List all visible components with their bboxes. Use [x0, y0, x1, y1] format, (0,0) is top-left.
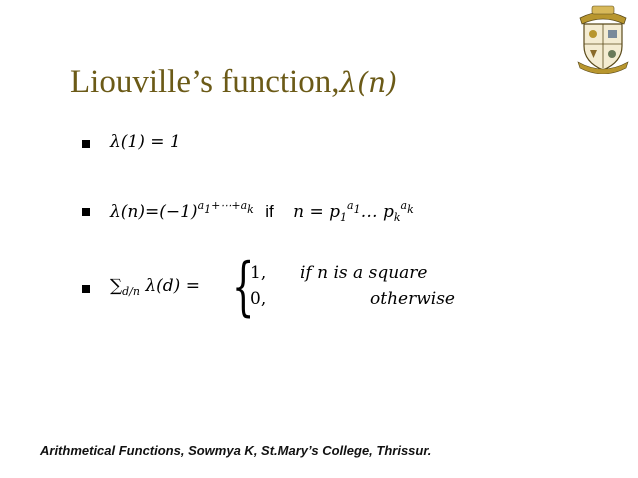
- case-one-condition: if n is a square: [300, 263, 428, 283]
- sum-subscript: d/n: [122, 285, 140, 298]
- bullet-marker-2: [82, 208, 90, 216]
- cases-brace: {: [232, 250, 255, 324]
- lambda-d-equals: λ(d) =: [145, 276, 200, 296]
- title-text: Liouville’s function,: [70, 64, 340, 100]
- bullet-divisor-sum: [110, 276, 200, 298]
- college-crest-logo: [572, 4, 634, 74]
- sum-symbol: ∑: [110, 276, 123, 296]
- case-one-value: 1,: [250, 263, 267, 283]
- bullet-lambda-one: [110, 132, 181, 152]
- slide-title: [70, 64, 397, 101]
- exponent-sum: a1+⋯+ak: [197, 199, 254, 216]
- lambda-n-lhs: λ(n)=(−1): [110, 202, 198, 222]
- case-two-condition: otherwise: [370, 289, 455, 309]
- bullet-marker-1: [82, 140, 90, 148]
- bullet-marker-3: [82, 285, 90, 293]
- if-word: if: [265, 202, 274, 221]
- product-dots: … p: [360, 202, 394, 222]
- n-equals: n = p: [293, 202, 340, 222]
- title-math: λ(n): [339, 66, 398, 99]
- lambda-one-expr: λ(1) = 1: [110, 132, 181, 152]
- slide-footer: Arithmetical Functions, Sowmya K, St.Mary’s College, Thrissur.: [40, 443, 432, 458]
- bullet-lambda-definition: $\lambda(n)=(-1)^{a_1+\cdots+a_k}$ if $n = p_1^{a_1}\dots$ $p_k^{a_k}$: [110, 199, 414, 224]
- case-two-value: 0,: [250, 289, 267, 309]
